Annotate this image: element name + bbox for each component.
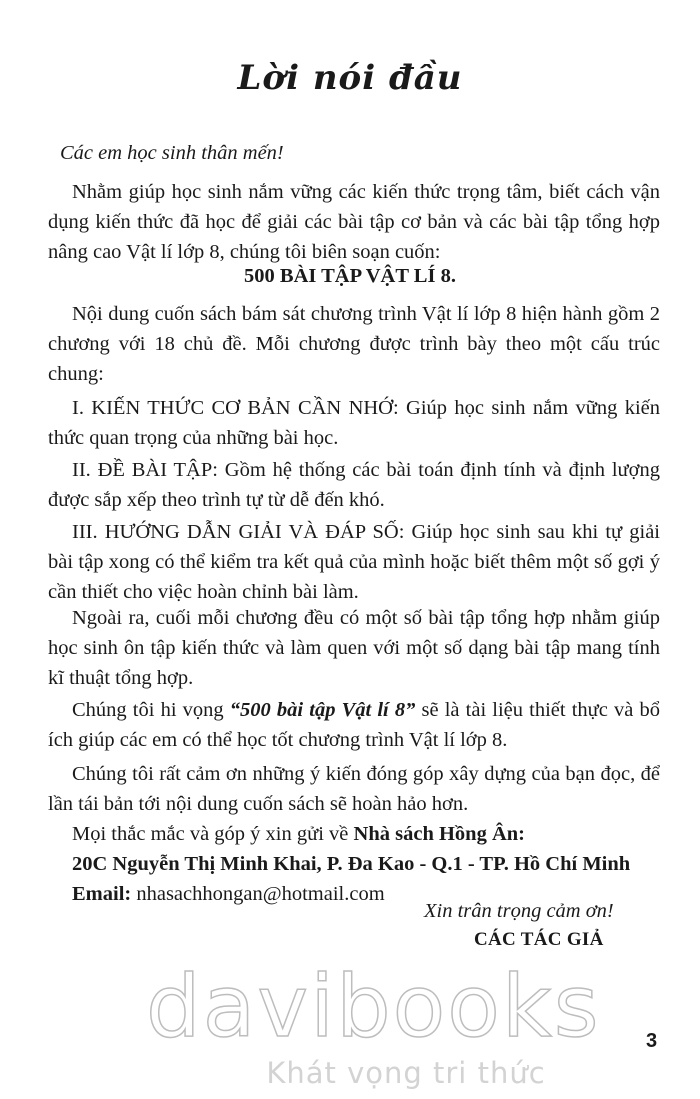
page-number: 3: [646, 1030, 658, 1052]
publisher-name: Nhà sách Hồng Ân:: [353, 823, 525, 845]
page-title: Lời nói đầu: [237, 58, 463, 98]
contact-intro: Mọi thắc mắc và góp ý xin gửi về: [72, 823, 354, 845]
email-label: Email:: [72, 883, 132, 905]
gratitude-paragraph: Chúng tôi rất cảm ơn những ý kiến đóng góp xây dựng của bạn đọc, để lần tái bản tới nội dung cuốn sách sẽ hoàn hảo hơn.: [48, 763, 660, 815]
hope-suffix: sẽ là tài liệu thiết thực và bổ ích giúp các em có thể học tốt chương trình Vật lí lớp 8.: [48, 699, 660, 751]
authors-signature: CÁC TÁC GIẢ: [474, 929, 604, 950]
part-three-paragraph: III. HƯỚNG DẪN GIẢI VÀ ĐÁP SỐ: Giúp học sinh sau khi tự giải bài tập xong có thể kiểm tra kết quả của mình hoặc biết thêm một số gợi ý cần thiết cho việc hoàn chỉnh bài làm.: [48, 521, 660, 603]
hope-paragraph: [48, 695, 660, 755]
watermark-logo: davibooks: [146, 957, 601, 1057]
publisher-address: 20C Nguyễn Thị Minh Khai, P. Đa Kao - Q.1 - TP. Hồ Chí Minh: [72, 853, 631, 875]
hope-prefix: Chúng tôi hi vọng: [72, 699, 230, 721]
part-two-paragraph: II. ĐỀ BÀI TẬP: Gồm hệ thống các bài toán định tính và định lượng được sắp xếp theo trình tự từ dễ đến khó.: [48, 459, 660, 511]
content-paragraph: Nội dung cuốn sách bám sát chương trình Vật lí lớp 8 hiện hành gồm 2 chương với 18 chủ đề. Mỗi chương được trình bày theo một cấu trúc chung:: [48, 303, 660, 385]
watermark-tagline: Khát vọng tri thức: [266, 1056, 546, 1090]
contact-line: [48, 819, 660, 849]
closing-thanks: Xin trân trọng cảm ơn!: [424, 900, 614, 922]
part-one-paragraph: I. KIẾN THỨC CƠ BẢN CẦN NHỚ: Giúp học sinh nắm vững kiến thức quan trọng của những bài học.: [48, 397, 660, 449]
extra-paragraph: Ngoài ra, cuối mỗi chương đều có một số bài tập tổng hợp nhằm giúp học sinh ôn tập kiến thức và làm quen với một số dạng bài tập mang tính kĩ thuật tổng hợp.: [48, 607, 660, 689]
intro-paragraph: Nhằm giúp học sinh nắm vững các kiến thức trọng tâm, biết cách vận dụng kiến thức đã học để giải các bài tập cơ bản và các bài tập tổng hợp nâng cao Vật lí lớp 8, chúng tôi biên soạn cuốn:: [48, 181, 660, 263]
email-address: nhasachhongan@hotmail.com: [131, 883, 385, 905]
book-title: 500 BÀI TẬP VẬT LÍ 8.: [244, 265, 456, 287]
hope-book-name: “500 bài tập Vật lí 8”: [229, 699, 416, 721]
greeting: Các em học sinh thân mến!: [60, 142, 284, 164]
